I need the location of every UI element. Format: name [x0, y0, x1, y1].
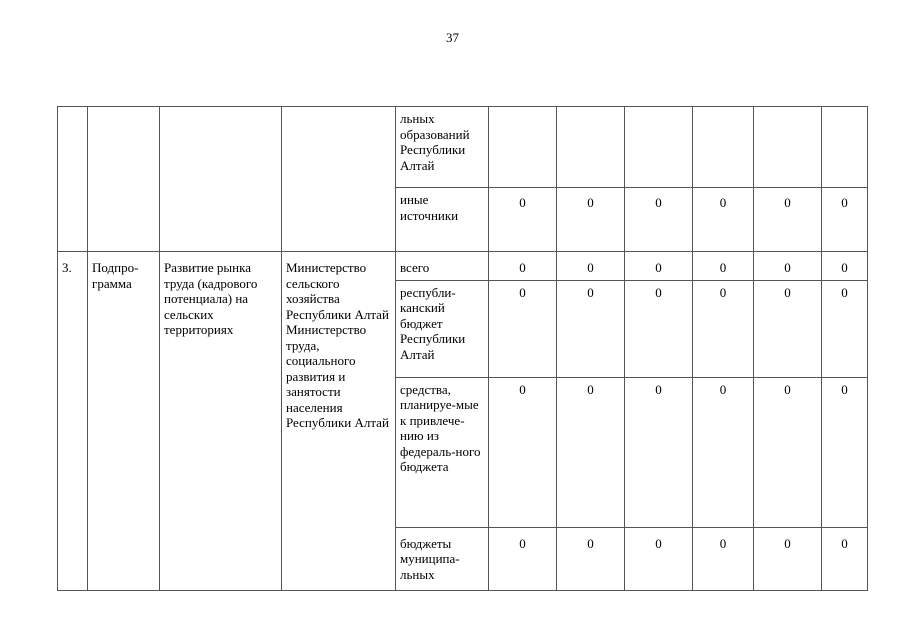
value-cell: 0 [489, 252, 557, 281]
value-cell: 0 [625, 527, 693, 590]
source-cell: бюджеты муниципа-льных [396, 527, 489, 590]
value-cell [754, 107, 822, 188]
value-cell: 0 [489, 280, 557, 377]
source-cell: всего [396, 252, 489, 281]
value-cell: 0 [625, 280, 693, 377]
source-cell: иные источники [396, 188, 489, 252]
name-cell [160, 107, 282, 252]
value-cell: 0 [754, 377, 822, 527]
source-cell: республи-канский бюджет Республики Алтай [396, 280, 489, 377]
page-number: 37 [446, 30, 459, 45]
table-row [58, 107, 868, 188]
value-cell: 0 [822, 252, 868, 281]
table-row [58, 252, 868, 281]
value-cell: 0 [822, 280, 868, 377]
value-cell: 0 [822, 188, 868, 252]
subprogram-name: Развитие рынка труда (кадрового потенциала) на сельских территориях [160, 252, 282, 591]
value-cell: 0 [693, 527, 754, 590]
value-cell: 0 [557, 527, 625, 590]
value-cell: 0 [625, 377, 693, 527]
executor-cell [282, 107, 396, 252]
type-cell [88, 107, 160, 252]
budget-table [57, 106, 868, 591]
value-cell: 0 [557, 188, 625, 252]
value-cell: 0 [489, 377, 557, 527]
value-cell: 0 [822, 377, 868, 527]
value-cell: 0 [557, 280, 625, 377]
source-cell: средства, планируе-мые к привлече-нию из федераль-ного бюджета [396, 377, 489, 527]
subprogram-type: Подпро-грамма [88, 252, 160, 591]
source-cell: льных образований Республики Алтай [396, 107, 489, 188]
value-cell [557, 107, 625, 188]
value-cell: 0 [693, 252, 754, 281]
value-cell: 0 [489, 188, 557, 252]
value-cell: 0 [557, 377, 625, 527]
value-cell [822, 107, 868, 188]
value-cell: 0 [754, 527, 822, 590]
value-cell: 0 [693, 377, 754, 527]
value-cell: 0 [693, 280, 754, 377]
value-cell: 0 [754, 188, 822, 252]
value-cell: 0 [557, 252, 625, 281]
value-cell: 0 [822, 527, 868, 590]
value-cell [625, 107, 693, 188]
value-cell: 0 [625, 252, 693, 281]
value-cell: 0 [754, 280, 822, 377]
subprogram-number: 3. [58, 252, 88, 591]
value-cell: 0 [693, 188, 754, 252]
subprogram-executor: Министерство сельского хозяйства Республики Алтай Министерство труда, социального развития и занятости населения Республики Алтай [282, 252, 396, 591]
number-cell [58, 107, 88, 252]
value-cell: 0 [625, 188, 693, 252]
value-cell: 0 [754, 252, 822, 281]
value-cell [489, 107, 557, 188]
value-cell [693, 107, 754, 188]
value-cell: 0 [489, 527, 557, 590]
